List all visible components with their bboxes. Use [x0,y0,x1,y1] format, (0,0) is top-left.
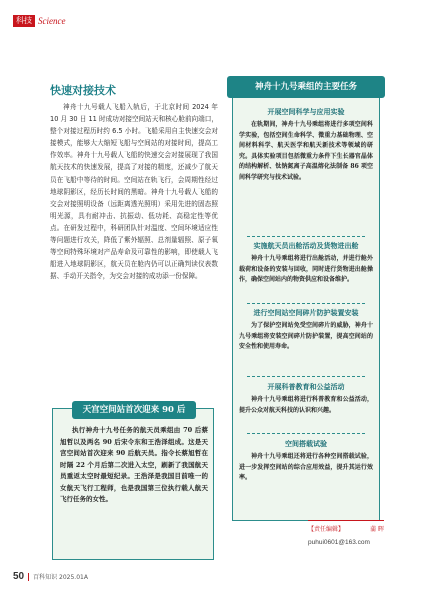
editor-label: 【责任编辑】 [308,526,345,533]
task-section-body: 神舟十九号乘组将进行出舱活动，并进行舱外载荷和设备的安装与回收，同时进行货物进出舱操作，确保空间站内的物资供应和设备维护。 [239,255,373,284]
task-section-body: 在轨期间，神舟十九号乘组将进行多项空间科学实验，包括空间生命科学、微重力基础物理、空间材料科学、航天医学和航天新技术等领域的研究。具体实验项目包括微重力条件下生长器官晶体的结构解析、钛钠氮离子高温熔化法制备 86 项空间科学研究与技术试验。 [239,121,373,181]
section-divider [247,376,365,377]
page-footer [13,571,88,582]
section-divider [247,433,365,434]
sidebar-box-tasks-title: 神舟十九号乘组的主要任务 [227,76,385,98]
editor-credit [308,522,384,552]
editor-name: 蒲 晖 [370,526,384,533]
section-divider [247,236,365,237]
editor-email: puhui0601@163.com [308,539,370,546]
task-section [233,439,379,484]
sidebar-box-tasks [232,82,380,521]
article-body: 神舟十九号载人飞船入轨后，于北京时间 2024 年 10 月 30 日 11 时成功对接空间站天和核心舱前向端口，整个对接过程历时约 6.5 小时。飞船采用自主快速交会对接模式，能够大大缩短飞船与空间站的对接时间，提高工作效率。神舟十九号载人飞船的快速交会对接展现了我国航天技术的快速发展，提高了对接的精度，还减少了航天员在飞船中等待的时间。空间站在轨飞行，会周期性经过地球阴影区，经历长时间的黑暗。神舟十九号载人飞船的交会对接照明设备（远距离透光照明）采用先进的固态照明光源，具有耐冲击、抗振动、低功耗、高稳定性等优点。在研发过程中，科研团队针对温度、空间环境适应性等问题进行攻关，降低了紫外辐照、总剂量辐照、原子氧等空间特殊环境对产品寿命及可靠性的影响，即使载人飞船进入地球阴影区，航天员在舱内仍可以正确判读仪表数据、手动开关指令，为交会对接的成功添一份保障。 [50,103,218,281]
footer-divider [28,573,29,581]
column-tag [13,15,65,27]
task-section-title: 实施航天员出舱活动及货物进出舱 [253,241,359,250]
editor-rule [308,520,384,521]
task-section-title: 进行空间站空间碎片防护装置安装 [253,308,359,317]
task-section [233,241,379,286]
page-number: 50 [13,571,25,582]
task-section-title: 空间搭载试验 [285,439,327,448]
task-section [233,382,379,416]
column-tag-en: Science [38,16,66,26]
task-section-body: 为了保护空间站免受空间碎片的威胁，神舟十九号乘组将安装空间碎片防护装置，提高空间站的安全性和使用寿命。 [239,322,373,351]
task-section-title: 开展空间科学与应用实验 [267,107,345,116]
task-section-title: 开展科普教育和公益活动 [267,382,345,391]
article-title: 快速对接技术 [50,84,116,97]
task-section [233,308,379,353]
task-section-body: 神舟十九号乘组将进行科普教育和公益活动，提升公众对航天科技的认识和兴趣。 [239,396,373,414]
journal-issue: 百科知识 2025.01A [33,574,88,581]
sidebar-box-90s [52,405,214,560]
sidebar-box-90s-title: 天宫空间站首次迎来 90 后 [72,401,196,419]
section-divider [247,303,365,304]
column-tag-cn: 科技 [13,15,35,27]
task-section [233,107,379,184]
sidebar-box-90s-body: 执行神舟十九号任务的航天员乘组由 70 后蔡旭哲以及两名 90 后宋令东和王浩泽组成。这是天宫空间站首次迎来 90 后航天员。指令长蔡旭哲在时隔 22 个月后第二次进入太空，刷新了我国航天员重返太空时最短纪录。王浩泽是我国目前唯一的女航天飞行工程师，也是我国第三位执行载人航天飞行任务的女性。 [60,426,208,503]
task-section-body: 神舟十九号乘组还将进行各种空间搭载试验，进一步发挥空间站的综合应用效益，提升其运行效率。 [239,453,373,482]
